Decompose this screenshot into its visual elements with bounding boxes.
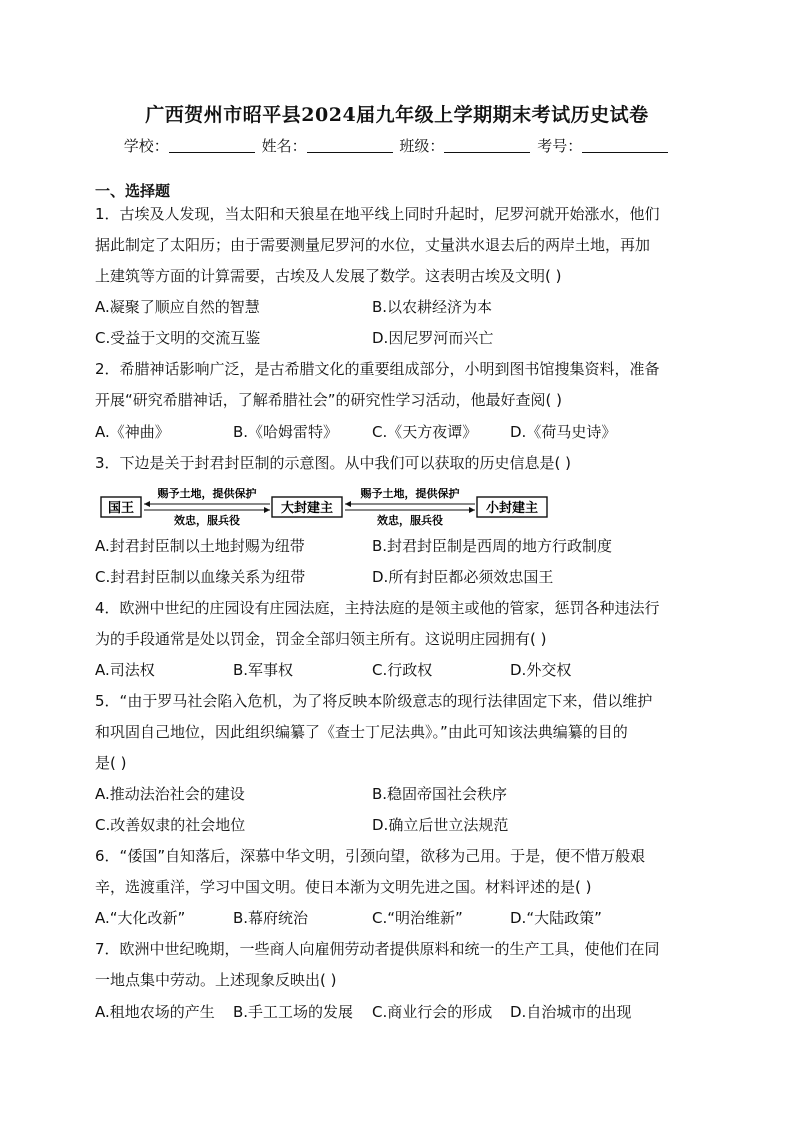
student-info-row <box>0 135 794 156</box>
q5-option-d[interactable]: D.确立后世立法规范 <box>372 816 509 834</box>
loyalty-label-1: 效忠，服兵役 <box>174 514 240 527</box>
exam-title: 广西贺州市昭平县2024届九年级上学期期末考试历史试卷 <box>145 104 649 126</box>
school-blank[interactable] <box>169 138 255 153</box>
big-lord-box <box>272 497 342 517</box>
small-lord-box <box>477 497 547 517</box>
q7-line-1: 7．欧洲中世纪晚期，一些商人向雇佣劳动者提供原料和统一的生产工具，使他们在同 <box>95 940 660 958</box>
arrow-king-big-lord <box>144 488 270 527</box>
grant-land-label-1: 赐予土地，提供保护 <box>157 488 257 500</box>
grant-land-label-2: 赐予土地，提供保护 <box>360 488 460 500</box>
q4-option-a[interactable]: A.司法权 <box>95 661 155 679</box>
q3-option-c[interactable]: C.封君封臣制以血缘关系为纽带 <box>95 568 306 586</box>
q5-option-b[interactable]: B.稳固帝国社会秩序 <box>372 785 508 803</box>
q2-line-1: 2．希腊神话影响广泛，是古希腊文化的重要组成部分，小明到图书馆搜集资料，准备 <box>95 360 660 378</box>
q2-option-c[interactable]: C.《天方夜谭》 <box>372 423 478 441</box>
class-blank[interactable] <box>444 138 530 153</box>
q5-line-2: 和巩固自己地位，因此组织编纂了《查士丁尼法典》。”由此可知该法典编纂的目的 <box>95 723 628 741</box>
q7-option-d[interactable]: D.自治城市的出现 <box>510 1003 632 1021</box>
king-label: 国王 <box>107 501 135 516</box>
section-heading: 一、选择题 <box>95 182 171 200</box>
q3-line-1: 3．下边是关于封君封臣制的示意图。从中我们可以获取的历史信息是( ) <box>95 454 572 472</box>
q1-option-d[interactable]: D.因尼罗河而兴亡 <box>372 329 494 347</box>
loyalty-label-2: 效忠，服兵役 <box>377 514 443 527</box>
q3-option-d[interactable]: D.所有封臣都必须效忠国王 <box>372 568 554 586</box>
q4-option-c[interactable]: C.行政权 <box>372 661 433 679</box>
q5-option-c[interactable]: C.改善奴隶的社会地位 <box>95 816 246 834</box>
q6-option-a[interactable]: A.“大化改新” <box>95 909 186 927</box>
q2-line-2: 开展“研究希腊神话，了解希腊社会”的研究性学习活动，他最好查阅( ) <box>95 391 563 409</box>
feudal-system-diagram <box>100 488 550 528</box>
q7-line-2: 一地点集中劳动。上述现象反映出( ) <box>95 971 337 989</box>
q6-option-d[interactable]: D.“大陆政策” <box>510 909 602 927</box>
q2-option-b[interactable]: B.《哈姆雷特》 <box>233 423 339 441</box>
q5-option-a[interactable]: A.推动法治社会的建设 <box>95 785 245 803</box>
number-blank[interactable] <box>582 138 668 153</box>
arrow-big-lord-small-lord <box>345 488 475 527</box>
name-blank[interactable] <box>307 138 393 153</box>
name-label: 姓名： <box>261 137 307 155</box>
q7-option-b[interactable]: B.手工工场的发展 <box>233 1003 354 1021</box>
q3-option-a[interactable]: A.封君封臣制以土地封赐为纽带 <box>95 537 305 555</box>
king-box <box>101 497 141 517</box>
big-lord-label: 大封建主 <box>280 501 334 516</box>
school-label: 学校： <box>123 137 169 155</box>
q1-line-3: 上建筑等方面的计算需要，古埃及人发展了数学。这表明古埃及文明( ) <box>95 267 562 285</box>
q6-option-b[interactable]: B.幕府统治 <box>233 909 309 927</box>
q1-line-2: 据此制定了太阳历；由于需要测量尼罗河的水位，丈量洪水退去后的两岸土地，再加 <box>95 236 651 254</box>
q7-option-a[interactable]: A.租地农场的产生 <box>95 1003 215 1021</box>
q1-option-a[interactable]: A.凝聚了顺应自然的智慧 <box>95 298 260 316</box>
q1-option-c[interactable]: C.受益于文明的交流互鉴 <box>95 329 261 347</box>
number-label: 考号： <box>537 137 583 155</box>
q1-line-1: 1．古埃及人发现，当太阳和天狼星在地平线上同时升起时，尼罗河就开始涨水，他们 <box>95 205 660 223</box>
q6-option-c[interactable]: C.“明治维新” <box>372 909 463 927</box>
q2-option-a[interactable]: A.《神曲》 <box>95 423 170 441</box>
q7-option-c[interactable]: C.商业行会的形成 <box>372 1003 493 1021</box>
q1-option-b[interactable]: B.以农耕经济为本 <box>372 298 493 316</box>
class-label: 班级： <box>399 137 445 155</box>
q5-line-1: 5．“由于罗马社会陷入危机，为了将反映本阶级意志的现行法律固定下来，借以维护 <box>95 692 653 710</box>
small-lord-label: 小封建主 <box>485 501 539 516</box>
q4-option-b[interactable]: B.军事权 <box>233 661 294 679</box>
q3-option-b[interactable]: B.封君封臣制是西周的地方行政制度 <box>372 537 613 555</box>
q4-line-1: 4．欧洲中世纪的庄园设有庄园法庭，主持法庭的是领主或他的管家，惩罚各种违法行 <box>95 599 660 617</box>
q2-option-d[interactable]: D.《荷马史诗》 <box>510 423 617 441</box>
q4-option-d[interactable]: D.外交权 <box>510 661 572 679</box>
q4-line-2: 为的手段通常是处以罚金，罚金全部归领主所有。这说明庄园拥有( ) <box>95 630 547 648</box>
q6-line-2: 辛，选渡重洋，学习中国文明。使日本渐为文明先进之国。材料评述的是( ) <box>95 878 592 896</box>
q5-line-3: 是( ) <box>95 754 127 772</box>
q6-line-1: 6．“倭国”自知落后，深慕中华文明，引颈向望，欲移为己用。于是，便不惜万般艰 <box>95 847 646 865</box>
